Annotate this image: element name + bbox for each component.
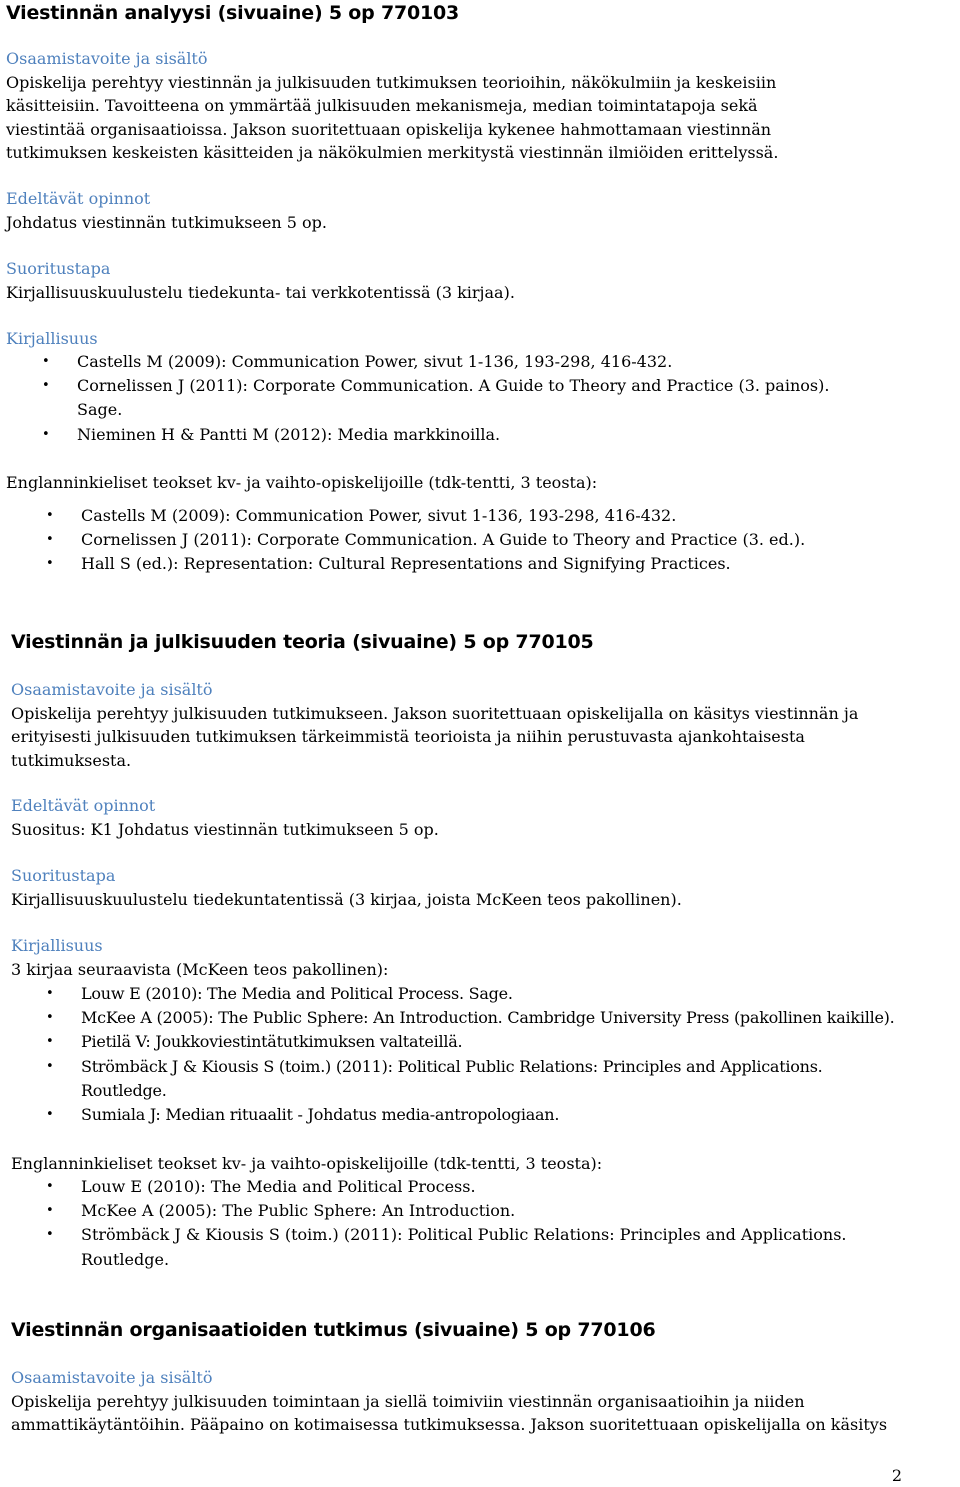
bullet-icon: • <box>46 508 54 523</box>
course-title: Viestinnän analyysi (sivuaine) 5 op 770103 <box>6 2 460 24</box>
bullet-icon: • <box>42 354 50 369</box>
english-books-intro: Englanninkieliset teokset kv- ja vaihto-opiskelijoille (tdk-tentti, 3 teosta): <box>6 473 598 492</box>
bullet-icon: • <box>42 378 50 394</box>
completion-method-text: Kirjallisuuskuulustelu tiedekuntatentissä (3 kirjaa, joista McKeen teos pakollinen). <box>11 890 682 909</box>
literature-heading: Kirjallisuus <box>6 329 98 348</box>
list-item: • Hall S (ed.): Representation: Cultural Representations and Signifying Practices. <box>11 552 911 576</box>
list-item: • Strömbäck J & Kiousis S (toim.) (2011): Political Public Relations: Principles and Applications. Routledge. <box>46 1056 823 1100</box>
prerequisites-heading: Edeltävät opinnot <box>6 189 151 208</box>
list-item: • McKee A (2005): The Public Sphere: An Introduction. <box>11 1199 911 1223</box>
page-number: 2 <box>891 1466 902 1485</box>
bullet-icon: • <box>46 986 54 1001</box>
list-item: • Castells M (2009): Communication Power, sivut 1-136, 193-298, 416-432. <box>7 350 887 374</box>
prerequisites-text: Johdatus viestinnän tutkimukseen 5 op. <box>6 213 327 232</box>
list-item: • Sumiala J: Median rituaalit - Johdatus media-antropologiaan. <box>11 1103 960 1127</box>
bullet-icon: • <box>46 1179 54 1194</box>
bullet-icon: • <box>42 426 50 442</box>
objectives-text: Opiskelija perehtyy julkisuuden tutkimukseen. Jakson suoritettuaan opiskelijalla on käsitys viestinnän ja erityisesti julkisuuden tutkimuksen tärkeimmistä teorioista ja niihin perustuvasta ajankohtaisesta tutkimuksesta. <box>11 704 859 770</box>
completion-method-heading: Suoritustapa <box>11 866 116 885</box>
english-books-list <box>11 504 911 577</box>
list-item: • Cornelissen J (2011): Corporate Communication. A Guide to Theory and Practice (3. painos). Sage. <box>42 376 830 420</box>
literature-list <box>7 350 887 447</box>
list-item: • McKee A (2005): The Public Sphere: An Introduction. Cambridge University Press (pakollinen kaikille). <box>11 1006 960 1030</box>
prerequisites-text: Suositus: K1 Johdatus viestinnän tutkimukseen 5 op. <box>11 820 439 839</box>
course-title: Viestinnän ja julkisuuden teoria (sivuaine) 5 op 770105 <box>11 631 594 653</box>
list-item: • Cornelissen J (2011): Corporate Communication. A Guide to Theory and Practice (3. ed.). <box>11 528 911 552</box>
literature-heading: Kirjallisuus <box>11 936 103 955</box>
bullet-icon: • <box>46 1058 54 1074</box>
list-item: • Louw E (2010): The Media and Political Process. <box>11 1175 911 1199</box>
literature-intro: 3 kirjaa seuraavista (McKeen teos pakollinen): <box>11 960 389 979</box>
completion-method-text: Kirjallisuuskuulustelu tiedekunta- tai verkkotentissä (3 kirjaa). <box>6 283 515 302</box>
english-books-list <box>11 1175 911 1272</box>
bullet-icon: • <box>46 1034 54 1050</box>
bullet-icon: • <box>46 1227 54 1243</box>
objectives-heading: Osaamistavoite ja sisältö <box>11 680 213 699</box>
list-item: • Strömbäck J & Kiousis S (toim.) (2011): Political Public Relations: Principles and Applications. Routledge. <box>46 1225 847 1269</box>
bullet-icon: • <box>46 556 54 572</box>
objectives-heading: Osaamistavoite ja sisältö <box>6 49 208 68</box>
list-item: • Nieminen H & Pantti M (2012): Media markkinoilla. <box>7 423 887 447</box>
objectives-heading: Osaamistavoite ja sisältö <box>11 1368 213 1387</box>
objectives-text: Opiskelija perehtyy viestinnän ja julkisuuden tutkimuksen teorioihin, näkökulmiin ja keskeisiin käsitteisiin. Tavoitteena on ymmärtää julkisuuden mekanismeja, median toimintatapoja sekä viestintää organisaatioissa. Jakson suoritettuaan opiskelija kykenee hahmottamaan viestinnän tutkimuksen keskeisten käsitteiden ja näkökulmien merkitystä viestinnän ilmiöiden erittelyssä. <box>6 73 779 162</box>
bullet-icon: • <box>46 1107 54 1123</box>
literature-list <box>11 982 960 1127</box>
completion-method-heading: Suoritustapa <box>6 259 111 278</box>
bullet-icon: • <box>46 1203 54 1219</box>
list-item: • Castells M (2009): Communication Power, sivut 1-136, 193-298, 416-432. <box>11 504 911 528</box>
list-item: • Pietilä V: Joukkoviestintätutkimuksen valtateillä. <box>11 1030 960 1054</box>
course-title: Viestinnän organisaatioiden tutkimus (sivuaine) 5 op 770106 <box>11 1319 656 1341</box>
objectives-text: Opiskelija perehtyy julkisuuden toimintaan ja siellä toimiviin viestinnän organisaatioihin ja niiden ammattikäytäntöihin. Pääpaino on kotimaisessa tutkimuksessa. Jakson suoritettuaan opiskelijalla on käsitys <box>11 1392 888 1435</box>
english-books-intro: Englanninkieliset teokset kv- ja vaihto-opiskelijoille (tdk-tentti, 3 teosta): <box>11 1154 603 1173</box>
bullet-icon: • <box>46 1010 54 1026</box>
list-item: • Louw E (2010): The Media and Political Process. Sage. <box>11 982 960 1006</box>
bullet-icon: • <box>46 532 54 548</box>
prerequisites-heading: Edeltävät opinnot <box>11 796 156 815</box>
